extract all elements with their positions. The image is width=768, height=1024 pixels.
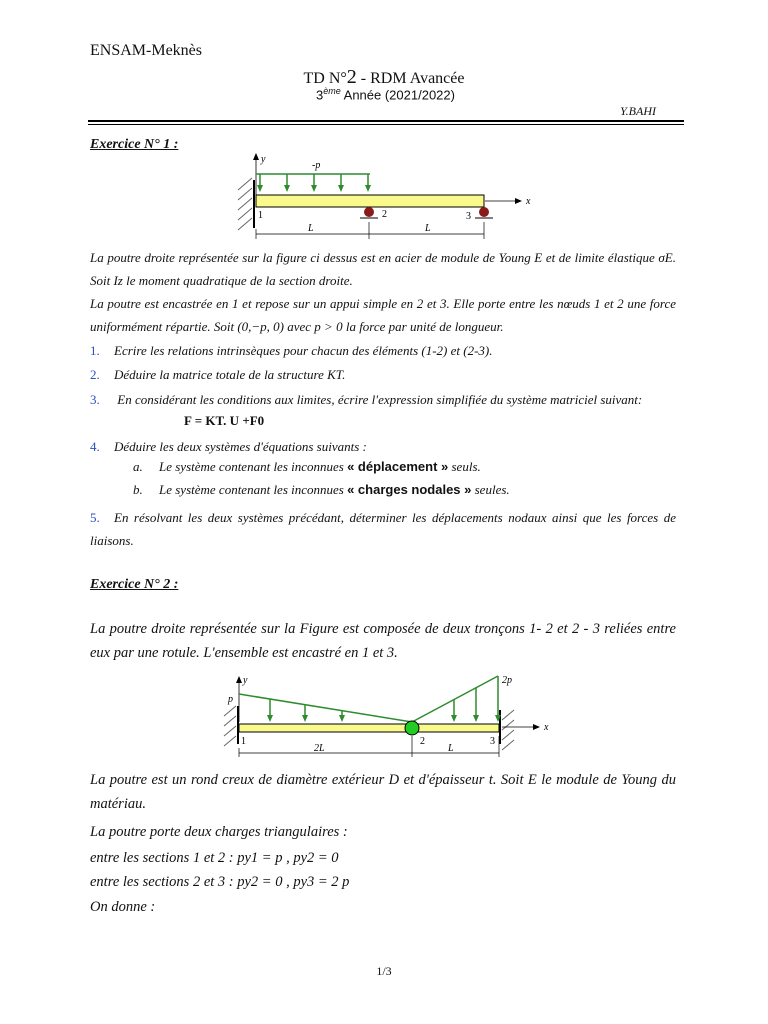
exercise2-description-1: La poutre est un rond creux de diamètre extérieur D et d'épaisseur t. Soit E le module de Young du matériau. [90,772,676,812]
item-number: 5. [90,510,100,525]
item-number: 3. [90,392,100,407]
institution-name: ENSAM-Meknès [90,42,202,59]
item-text: En résolvant les deux systèmes précédant, déterminer les déplacements nodaux ainsi que les forces de liaisons. [90,510,676,548]
triangular-load-right [412,676,501,722]
exercise1-item-2 [90,363,676,386]
load-left-label: p [228,694,233,705]
item-text: En considérant les conditions aux limites, écrire l'expression simplifiée du système matriciel suivant: [114,392,643,407]
dim-label-1: 2L [314,743,325,754]
dim-label-2: L [448,743,454,754]
item-number: 4. [90,439,100,454]
exercise2-load-line-2: entre les sections 2 et 3 : py2 = 0 , py3 = 2 p [90,874,350,890]
author: Y.BAHI [620,104,656,118]
dim-label-1: L [308,223,314,234]
exercise1-item-1 [90,339,676,362]
item-text: Déduire la matrice totale de la structure KT. [114,367,346,382]
year-sup: ème [323,86,341,96]
exercise2-given: On donne : [90,899,156,915]
subitem-after: seules. [471,482,510,497]
title-number: 2 [346,66,357,88]
subitem-letter: a. [133,459,143,474]
exercise2-figure [210,672,555,758]
fixed-support-hatch [238,178,254,230]
exercise2-intro: La poutre droite représentée sur la Figure est composée de deux tronçons 1- 2 et 2 - 3 reliées entre eux par une rotule. L'ensemble est encastré en 1 et 3. [90,621,676,661]
roller-support-2 [364,207,374,217]
axis-x-label: x [526,196,531,207]
exercise1-paragraph-1: La poutre droite représentée sur la figure ci dessus est en acier de module de Young E et de limite élastique σE. Soit Iz le moment quadratique de la section droite. [90,250,676,288]
subitem-text: Le système contenant les inconnues [159,482,348,497]
axis-y-label: y [261,154,266,165]
node-3-label: 3 [466,211,471,222]
year-text: Année (2021/2022) [340,87,455,103]
node-3-label: 3 [490,736,495,747]
right-fixed-support-hatch [500,710,514,750]
node-1-label: 1 [241,736,246,747]
exercise1-paragraph-2: La poutre est encastrée en 1 et repose sur un appui simple en 2 et 3. Elle porte entre les nœuds 1 et 2 une force uniformément répartie. Soit (0,−p, 0) avec p > 0 la force par unité de longueur. [90,296,676,334]
exercise1-item-3 [90,388,676,411]
distributed-load-arrows [256,174,371,192]
matrix-equation: F = KT. U +F0 [184,413,265,428]
page-number: 1/3 [376,964,392,978]
left-fixed-support-hatch [224,706,238,746]
roller-support-3 [479,207,489,217]
beam [239,724,499,732]
year-level: 3 [316,87,324,103]
triangular-load-left [239,694,412,722]
exercise2-title: Exercice N° 2 : [90,577,179,592]
title-suffix: - RDM Avancée [356,70,465,87]
item-text: Ecrire les relations intrinsèques pour chacun des éléments (1-2) et (2-3). [114,343,493,358]
exercise2-description-2: La poutre porte deux charges triangulaires : [90,824,348,840]
node-2-label: 2 [420,736,425,747]
load-label: -p [312,160,321,171]
node-2-label: 2 [382,209,387,220]
header-rule-thin [88,124,684,125]
exercise1-item-5 [90,506,676,552]
header-rule-thick [88,120,684,122]
exercise1-subitem-a [133,459,673,475]
exercise2-load-line-1: entre les sections 1 et 2 : py1 = p , py2 = 0 [90,850,339,866]
subitem-after: seuls. [448,459,481,474]
item-number: 2. [90,367,100,382]
exercise1-item-4 [90,435,676,458]
subitem-bold: « déplacement » [347,459,449,474]
subitem-letter: b. [133,482,143,497]
exercise1-subitem-b [133,482,673,498]
item-text: Déduire les deux systèmes d'équations suivants : [114,439,367,454]
exercise1-figure [230,150,540,240]
subitem-bold: « charges nodales » [347,482,472,497]
item-number: 1. [90,343,100,358]
title-prefix: TD N° [303,70,347,87]
axis-y-label: y [243,675,248,686]
subitem-text: Le système contenant les inconnues [159,459,348,474]
exercise1-title: Exercice N° 1 : [90,137,179,152]
node-1-label: 1 [258,210,263,221]
hinge [405,721,419,735]
axis-x-label: x [544,722,549,733]
load-right-label: 2p [502,675,512,686]
dim-label-2: L [425,223,431,234]
year-subtitle [316,86,455,102]
beam [256,195,484,207]
